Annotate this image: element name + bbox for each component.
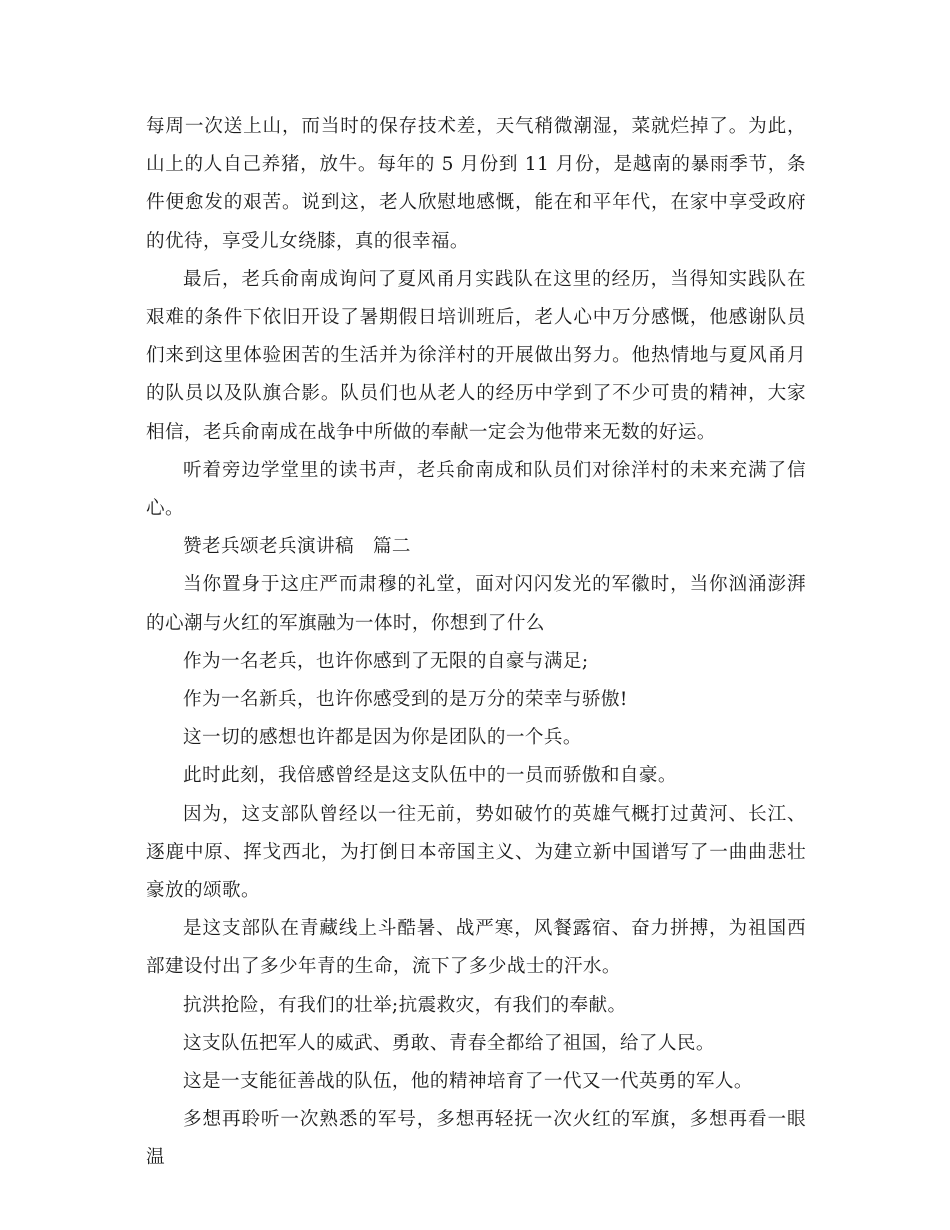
- section-paragraph: 是这支部队在青藏线上斗酷暑、战严寒，风餐露宿、奋力拼搏，为祖国西部建设付出了多少年青的生命，流下了多少战士的汗水。: [146, 918, 806, 978]
- section-paragraph: 作为一名老兵，也许你感到了无限的自豪与满足;: [183, 650, 589, 672]
- section-paragraph: 因为，这支部队曾经以一往无前，势如破竹的英雄气概打过黄河、长江、逐鹿中原、挥戈西北，为打倒日本帝国主义、为建立新中国谱写了一曲曲悲壮豪放的颂歌。: [146, 803, 806, 902]
- paragraph-conclusion: 最后，老兵俞南成询问了夏风甬月实践队在这里的经历，当得知实践队在艰难的条件下依旧开设了暑期假日培训班后，老人心中万分感慨，他感谢队员们来到这里体验困苦的生活并为徐洋村的开展做出努力。他热情地与夏风甬月的队员以及队旗合影。队员们也从老人的经历中学到了不少可贵的精神，大家相信，老兵俞南成在战争中所做的奉献一定会为他带来无数的好运。: [146, 268, 806, 443]
- section-paragraph: 此时此刻，我倍感曾经是这支队伍中的一员而骄傲和自豪。: [183, 765, 677, 787]
- section-paragraph: 这是一支能征善战的队伍，他的精神培育了一代又一代英勇的军人。: [183, 1071, 753, 1093]
- document-body: [146, 108, 806, 1178]
- paragraph-closing: 听着旁边学堂里的读书声，老兵俞南成和队员们对徐洋村的未来充满了信心。: [146, 459, 806, 520]
- paragraph-continued: 每周一次送上山，而当时的保存技术差，天气稍微潮湿，菜就烂掉了。为此，山上的人自己养猪，放牛。每年的 5 月份到 11 月份，是越南的暴雨季节，条件便愈发的艰苦。说到这，老人欣慰地感慨，能在和平年代，在家中享受政府的优待，享受儿女绕膝，真的很幸福。: [146, 116, 806, 252]
- section-paragraph: 这一切的感想也许都是因为你是团队的一个兵。: [183, 727, 582, 749]
- section-paragraph: 当你置身于这庄严而肃穆的礼堂，面对闪闪发光的军徽时，当你汹涌澎湃的心潮与火红的军旗融为一体时，你想到了什么: [146, 574, 806, 634]
- section-heading: 赞老兵颂老兵演讲稿 篇二: [183, 536, 411, 558]
- section-paragraph: 这支队伍把军人的威武、勇敢、青春全都给了祖国，给了人民。: [183, 1032, 715, 1054]
- section-paragraph: 多想再聆听一次熟悉的军号，多想再轻抚一次火红的军旗，多想再看一眼温: [146, 1109, 806, 1169]
- section-paragraph: 抗洪抢险，有我们的壮举;抗震救灾，有我们的奉献。: [183, 994, 627, 1016]
- section-paragraph: 作为一名新兵，也许你感受到的是万分的荣幸与骄傲!: [183, 689, 628, 711]
